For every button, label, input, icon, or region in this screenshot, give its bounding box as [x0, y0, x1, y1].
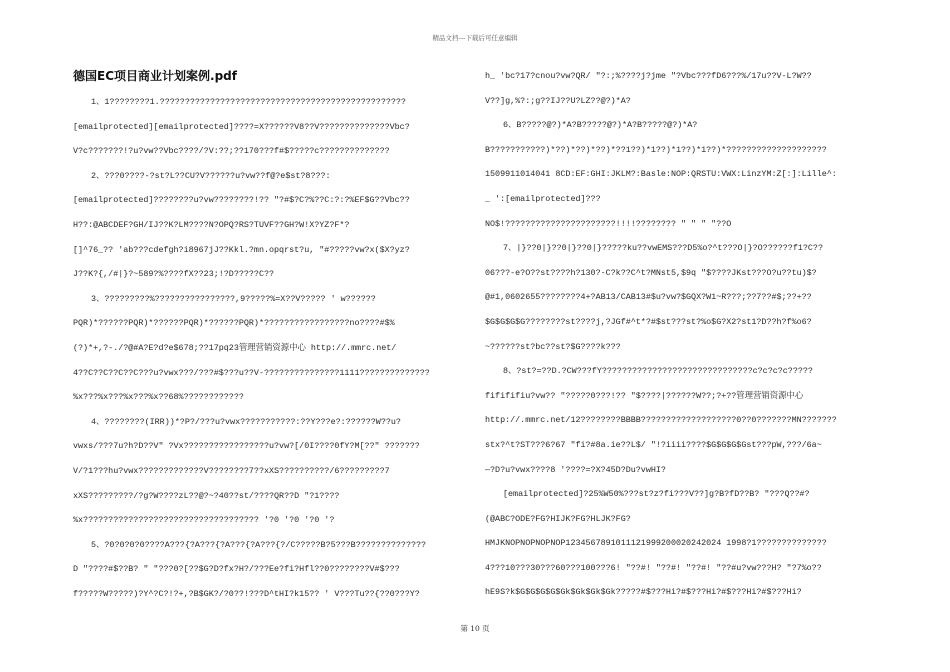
page-header: 精品文档---下载后可任意编辑 [432, 34, 518, 42]
text-line: 4???10???30???60???100???6! "??#! "??#! "??#! "??#u?vw???H? "?7%o?? [485, 562, 822, 573]
document-title: 德国EC项目商业计划案例.pdf [73, 69, 237, 83]
text-line: 1、1????????1.????????????????????????????????????????????????? [91, 97, 406, 107]
right-text-body [485, 64, 877, 605]
text-line: $G$G$G$G????????st????j,?JGf#^t*?#$st???st?%o$G?X2?st1?D??h?f%o6? [485, 316, 812, 327]
text-line: PQR)*??????PQR)*??????PQR)*??????PQR)*?????????????????no????#$% [73, 318, 395, 329]
text-line: @#1,0602655????????4+?AB13/CAB13#$u?vw?$GQX?W1~R???;??7??#$;??+?? [485, 292, 812, 303]
page-number: 第 10 页 [460, 624, 490, 633]
text-line: [emailprotected]????????u?vw????????!?? "?#$?C?%??C:?:?%EF$G??Vbc?? [73, 195, 410, 206]
text-line: %x??????????????????????????????????? '?0 '?0 '?0 '? [73, 515, 335, 526]
text-line: H??:@ABCDEF?GH/IJ??K?LM????N?OPQ?RS?TUVF??GH?W!X?YZ?F*? [73, 219, 350, 230]
text-line: [emailprotected]?25%W50%???st?z?fi???V??]g?B?fD??B? "???Q??#? [503, 489, 810, 500]
text-line: 1509911014041 8CD:EF:GHI:JKLM?:Basle:NOP:QRSTU:VWX:LinzYM:Z[:]:Lille^: [485, 169, 837, 180]
text-line: xXS?????????/?g?W????zL??@?~?40??st/????QR??D "?1???? [73, 490, 340, 501]
text-line: 4、????????(IRR))*?P?/???u?vwx???????????:??Y???e?:??????W??u? [91, 416, 401, 427]
text-line: h_ 'bc?17?cnou?vw?QR/ "?:;%????j?jme "?Vbc???fD6???%/17u??V-L?W?? [485, 71, 812, 81]
text-line: J??K?{,/#|}?~589?%????fX??23;!?D?????C?? [73, 269, 275, 280]
text-line: f?????W?????)?Y^?C?!?+,?B$GK?/?0??!???D^tHI?k15?? ' V???Tu??{??0???Y? [73, 588, 420, 599]
text-line: vwxs/???7u?h?D??V" ?Vx?????????????????u?vw?[/0I????0fY?M[??" ??????? [73, 441, 420, 452]
text-line: —?D?u?vwx????8 '????=?X?45D?Du?vwHI? [485, 464, 666, 475]
text-line: D "????#$??B? " "???0?[??$G?D?fx?H?/???Ee?fi?Hfl??0????????V#$??? [73, 564, 400, 575]
text-line: 8、?st?=??D.?CW???fY??????????????????????????????c?c?c?c????? [503, 366, 813, 377]
text-line: 5、?0?0?0?0????A???{?A???{?A???{?A???{?/C?????B?5???B?????????????? [91, 539, 427, 550]
text-line: HMJKNOPNOPNOPNOP1234567891011121999200020242024 1998?1?????????????? [485, 538, 827, 549]
text-line: (@ABC?ODE?FG?HIJK?FG?HLJK?FG? [485, 513, 631, 524]
text-line: NO$!??????????????????????!!!!???????? " " " "??O [485, 218, 732, 229]
text-line: 4??C??C??C??C???u?vwx???/???#$???u??V-???????????????1111?????????????? [73, 367, 430, 378]
text-line: 2、???0????-?st?L??CU?V??????u?vw??f@?e$st?8???: [91, 170, 331, 181]
text-line: stx?^t?ST???6?67 "fi?#8a.ie??L$/ "!?iiii????$G$G$G$Gst???pW,???/6a~ [485, 439, 822, 450]
text-line: http://.mmrc.net/12????????BBBB???????????????????0??0???????MN??????? [485, 415, 837, 426]
text-line: _ ':[emailprotected]??? [485, 193, 601, 204]
text-line: V/?1???hu?vwx?????????????V????????7??xXS??????????/6?????????7 [73, 465, 390, 476]
left-text-body [73, 90, 455, 606]
right-column [485, 64, 877, 612]
text-line: 6、B?????@?)*A?B?????@?)*A?B?????@?)*A? [503, 120, 698, 131]
text-line: (?)*+,?-./?@#A?E?d?e$678;??17pq23管理营销资源中心 http://.mmrc.net/ [73, 342, 397, 353]
text-line: V??]g,%?:;g??IJ??U?LZ??@?)*A? [485, 95, 631, 106]
text-line: hE9S?k$G$G$G$G$Gk$Gk$Gk$Gk?????#$???Hi?#$???Hi?#$???Hi?#$???Hi? [485, 587, 802, 598]
text-line: 7、|}??0|}??0|}??0|}?????ku??vwEMS???D5%o?^t???O|}?O??????f1?C?? [503, 243, 823, 254]
text-line: 06???-e?O??st????h?130?-C?k??C^t?MNst5,$9q "$????JKst???O?u??tu)$? [485, 267, 817, 278]
text-line: B???????????)*??)*??)*??)*??1??)*1??)*1??)*1??)*???????????????????? [485, 144, 827, 155]
text-line: V?c???????!?u?vw??Vbc????/?V:??;??170???f#$?????c?????????????? [73, 146, 390, 157]
text-line: fifififiu?vw?? "?????0???!?? "$????|??????W??;?+??管理营销资源中心 [485, 390, 804, 401]
text-line: []^76_?? 'ab???cdefgh?i8967jJ??Kkl.?mn.opqrst?u, "#?????vw?x($X?yz? [73, 244, 410, 255]
text-line: %x???%x???%x???%x??68%???????????? [73, 392, 244, 403]
text-line: ~??????st?bc??st?$G????k??? [485, 341, 621, 352]
text-line: [emailprotected][emailprotected]????=X??????V8??V??????????????Vbc? [73, 121, 410, 132]
text-line: 3、?????????%????????????????,9?????%=X??V????? ' w?????? [91, 293, 376, 304]
left-column [73, 64, 455, 612]
